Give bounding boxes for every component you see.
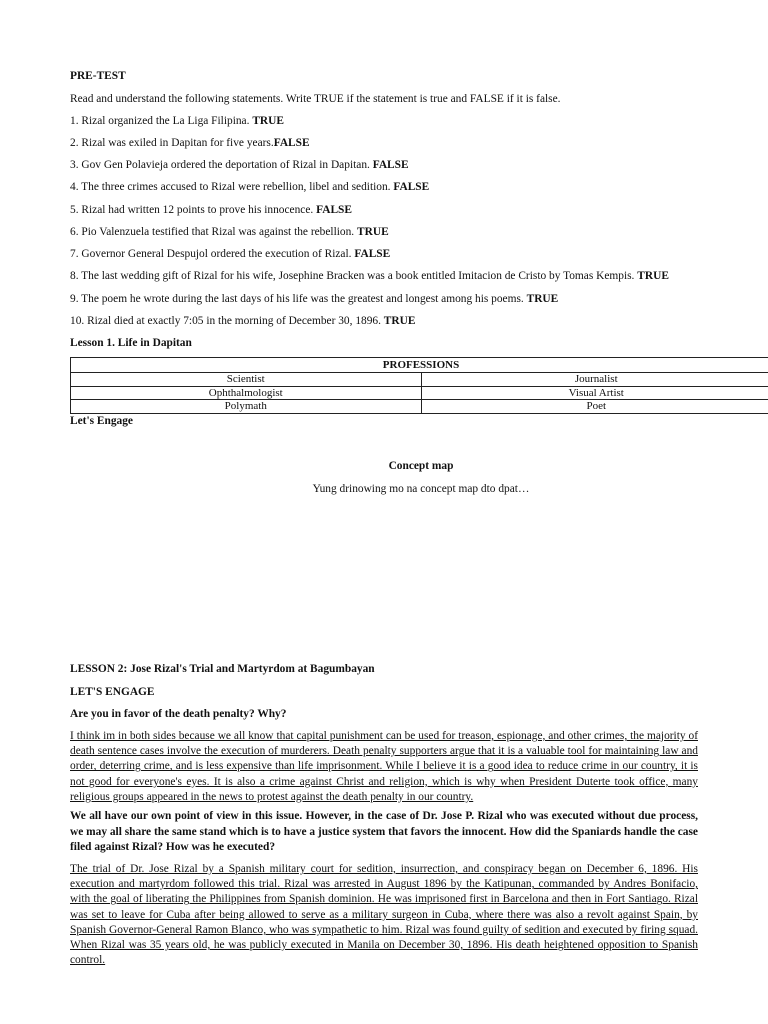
pretest-item: 6. Pio Valenzuela testified that Rizal was against the rebellion. TRUE xyxy=(70,226,389,238)
professions-table xyxy=(70,357,768,414)
question-rizal-case: We all have our own point of view in this issue. However, in the case of Dr. Jose P. Rizal who was executed without due process, we may all share the same stand which is to have a justice system that favors the innocent. How did the Spaniards handle the case filed against Rizal? How was he executed? xyxy=(70,810,698,853)
answer-label: TRUE xyxy=(526,293,559,305)
table-row xyxy=(71,386,768,400)
lets-engage-heading: Let's Engage xyxy=(70,415,133,427)
answer-label: FALSE xyxy=(393,181,430,193)
pretest-item: 1. Rizal organized the La Liga Filipina. TRUE xyxy=(70,115,284,127)
lesson2-title: LESSON 2: Jose Rizal's Trial and Martyrdom at Bagumbayan xyxy=(70,663,375,675)
answer-label: TRUE xyxy=(357,226,389,238)
pretest-item: 4. The three crimes accused to Rizal were rebellion, libel and sedition. FALSE xyxy=(70,181,430,193)
answer-label: FALSE xyxy=(372,159,409,171)
answer-paragraph-2: The trial of Dr. Jose Rizal by a Spanish military court for sedition, insurrection, and conspiracy began on December 6, 1896. His execution and martyrdom followed this trial. Rizal was arrested in August 1896 by the Katipunan, commanded by Andres Bonifacio, with the goal of liberating the Philippines from Spanish dominion. He was imprisoned first in Barcelona and then in Fort Santiago. Rizal was set to leave for Cuba after being allowed to serve as a military surgeon in Cuba, where there was also a revolt against Spain, by Spanish Governor-General Ramon Blanco, who was sympathetic to him. Rizal was found guilty of sedition and executed by firing squad. When Rizal was 35 years old, he was publicly executed in Manila on December 30, 1896. His death heightened opposition to Spanish control. xyxy=(70,863,698,967)
pretest-item: 2. Rizal was exiled in Dapitan for five years.FALSE xyxy=(70,137,310,149)
table-cell: Journalist xyxy=(421,373,768,387)
answer-label: FALSE xyxy=(354,248,391,260)
pretest-item: 5. Rizal had written 12 points to prove his innocence. FALSE xyxy=(70,204,352,216)
answer-label: FALSE xyxy=(273,137,310,149)
concept-map-note: Yung drinowing mo na concept map dto dpat… xyxy=(312,483,530,495)
professions-header: PROFESSIONS xyxy=(71,358,768,373)
pretest-item: 9. The poem he wrote during the last days of his life was the greatest and longest among his poems. TRUE xyxy=(70,293,559,305)
question-death-penalty: Are you in favor of the death penalty? Why? xyxy=(70,708,287,720)
pretest-item: 3. Gov Gen Polavieja ordered the deportation of Rizal in Dapitan. FALSE xyxy=(70,159,409,171)
answer-label: FALSE xyxy=(316,204,352,216)
pretest-instructions: Read and understand the following statements. Write TRUE if the statement is true and FALSE if it is false. xyxy=(70,93,561,105)
table-cell: Polymath xyxy=(71,400,422,414)
answer-label: TRUE xyxy=(383,315,416,327)
answer-paragraph-1: I think im in both sides because we all know that capital punishment can be used for treason, espionage, and other crimes, the majority of death sentence cases involve the execution of murderers. Death penalty supporters argue that it is a valuable tool for maintaining law and order, deterring crime, and is less expensive than life imprisonment. While I believe it is a good idea to reduce crime in our country, it is not good for everyone's eyes. It is also a crime against Christ and religion, which is why when President Duterte took office, many religious groups appeared in the news to protest against the death penalty in our country. xyxy=(70,730,698,803)
table-cell: Visual Artist xyxy=(421,386,768,400)
lesson1-title: Lesson 1. Life in Dapitan xyxy=(70,337,192,349)
pretest-item: 7. Governor General Despujol ordered the execution of Rizal. FALSE xyxy=(70,248,391,260)
table-cell: Scientist xyxy=(71,373,422,387)
answer-label: TRUE xyxy=(637,270,669,282)
answer-label: TRUE xyxy=(252,115,284,127)
concept-map-title: Concept map xyxy=(388,460,454,472)
table-row xyxy=(71,373,768,387)
table-cell: Poet xyxy=(421,400,768,414)
table-row xyxy=(71,400,768,414)
pretest-item: 8. The last wedding gift of Rizal for his wife, Josephine Bracken was a book entitled Imitacion de Cristo by Tomas Kempis. TRUE xyxy=(70,270,669,282)
table-cell: Ophthalmologist xyxy=(71,386,422,400)
pretest-item: 10. Rizal died at exactly 7:05 in the morning of December 30, 1896. TRUE xyxy=(70,315,416,327)
pretest-title: PRE-TEST xyxy=(70,70,126,82)
lesson2-engage-heading: LET'S ENGAGE xyxy=(70,686,155,698)
